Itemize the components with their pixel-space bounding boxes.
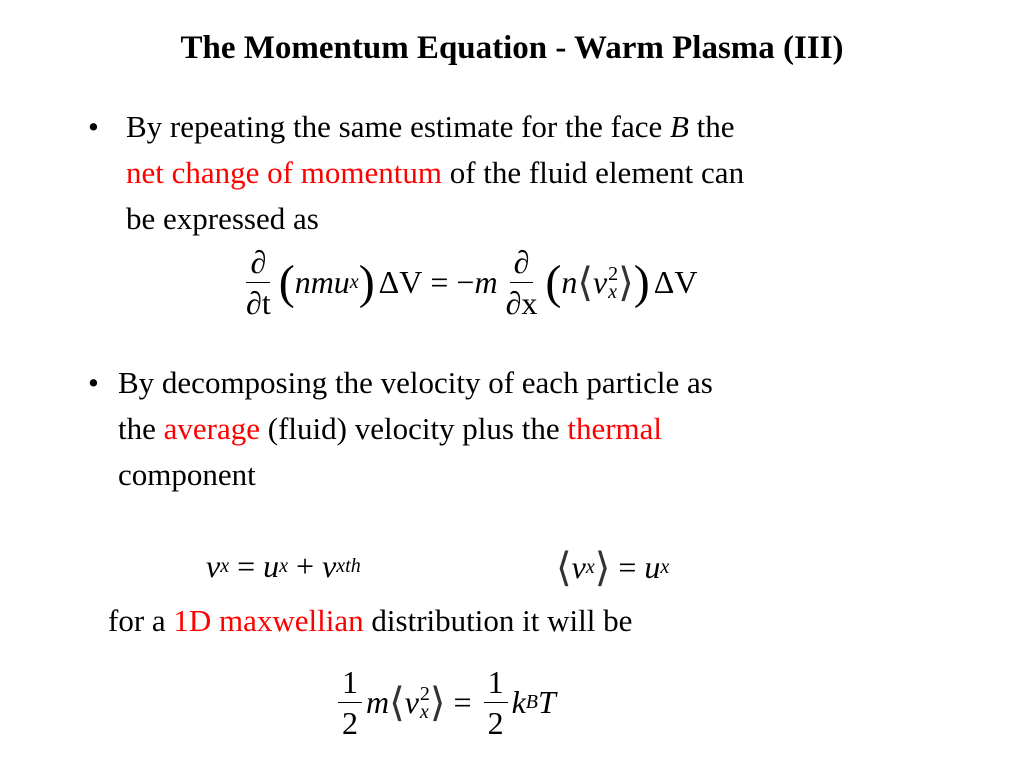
bullet1-line3: be expressed as: [126, 201, 319, 236]
bullet-velocity-decomposition: [88, 360, 998, 498]
bullet2-line1: By decomposing the velocity of each particle as: [118, 365, 713, 400]
thermal-energy-equation: $\frac{1}{2}$ m ⟨ v 2 x ⟩ = $\frac{1}{2}$ k B T: [334, 664, 556, 741]
highlight-net-change: net change of momentum: [126, 155, 442, 190]
highlight-thermal: thermal: [567, 411, 663, 446]
partial-x-fraction: $\frac{\partial}{\partial x}$: [505, 244, 538, 321]
maxwellian-sentence: for a 1D maxwellian distribution it will be: [108, 603, 633, 638]
slide-title: The Momentum Equation - Warm Plasma (III): [180, 30, 844, 66]
bullet-marker: •: [88, 109, 99, 144]
partial-t-fraction: $\frac{\partial}{\partial t}$: [246, 244, 271, 321]
highlight-1d-maxwellian: 1D maxwellian: [173, 603, 364, 638]
bullet-momentum-change: [88, 104, 1006, 242]
half-fraction-right: $\frac{1}{2}$: [484, 664, 508, 741]
momentum-equation: $\frac{\partial}{\partial t}$ ( nmu x ) ΔV = − m $\frac{\partial}{\partial x}$ ( n ⟨ v 2 x ⟩ ) ΔV: [238, 244, 697, 321]
highlight-average: average: [163, 411, 260, 446]
face-label: B: [669, 109, 689, 144]
half-fraction-left: $\frac{1}{2}$: [338, 664, 362, 741]
bullet-marker: •: [88, 365, 99, 400]
bullet2-line2: the average (fluid) velocity plus the thermal: [118, 411, 663, 446]
bullet1-line1: By repeating the same estimate for the face B the: [126, 109, 735, 144]
average-velocity-equation: ⟨ v x ⟩ = u x: [556, 545, 670, 590]
bullet1-line2: net change of momentum of the fluid element can: [126, 155, 745, 190]
bullet2-line3: component: [118, 457, 256, 492]
velocity-decomposition-equation: v x = u x + v xth: [206, 548, 361, 584]
